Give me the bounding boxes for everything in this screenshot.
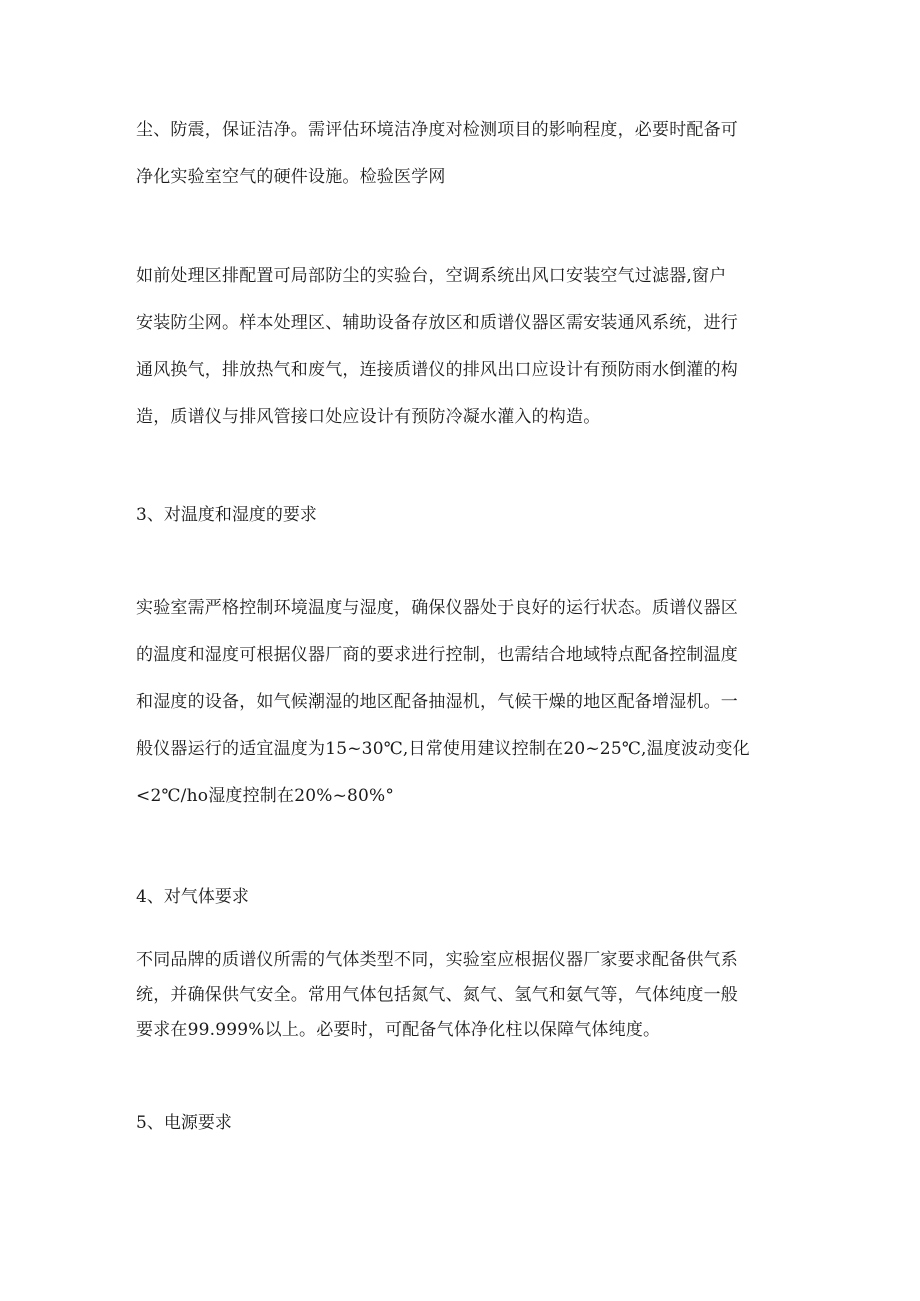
text-line: 安装防尘网。样本处理区、辅助设备存放区和质谱仪器区需安装通风系统，进行 [136,313,738,333]
text-line: <2℃/ho湿度控制在20%~80%° [136,786,395,806]
section-heading-temperature-humidity: 3、对温度和湿度的要求 [136,505,317,525]
text-line: 不同品牌的质谱仪所需的气体类型不同，实验室应根据仪器厂家要求配备供气系 [136,950,738,970]
text-line: 般仪器运行的适宜温度为15~30℃,日常使用建议控制在20~25℃,温度波动变化 [136,739,750,759]
text-line: 造，质谱仪与排风管接口处应设计有预防冷凝水灌入的构造。 [136,407,601,427]
text-line: 统，并确保供气安全。常用气体包括氮气、氮气、氢气和氨气等，气体纯度一般 [136,985,738,1005]
text-line: 如前处理区排配置可局部防尘的实验台，空调系统出风口安装空气过滤器,窗户 [136,266,727,286]
text-line: 净化实验室空气的硬件设施。检验医学网 [136,167,446,187]
paragraph-gas-requirements [136,943,786,1048]
text-line: 和湿度的设备，如气候潮湿的地区配备抽湿机，气候干燥的地区配备增湿机。一 [136,692,738,712]
paragraph-temperature-humidity [136,585,786,820]
paragraph-air-cleanliness [136,107,786,201]
text-line: 要求在99.999%以上。必要时，可配备气体净化柱以保障气体纯度。 [136,1020,661,1040]
section-heading-gas: 4、对气体要求 [136,887,249,907]
text-line: 的温度和湿度可根据仪器厂商的要求进行控制，也需结合地域特点配备控制温度 [136,645,738,665]
section-heading-power: 5、电源要求 [136,1113,232,1133]
text-line: 实验室需严格控制环境温度与湿度，确保仪器处于良好的运行状态。质谱仪器区 [136,598,738,618]
text-line: 通风换气，排放热气和废气，连接质谱仪的排风出口应设计有预防雨水倒灌的构 [136,360,738,380]
paragraph-dust-ventilation [136,253,786,441]
text-line: 尘、防震，保证洁净。需评估环境洁净度对检测项目的影响程度，必要时配备可 [136,120,738,140]
